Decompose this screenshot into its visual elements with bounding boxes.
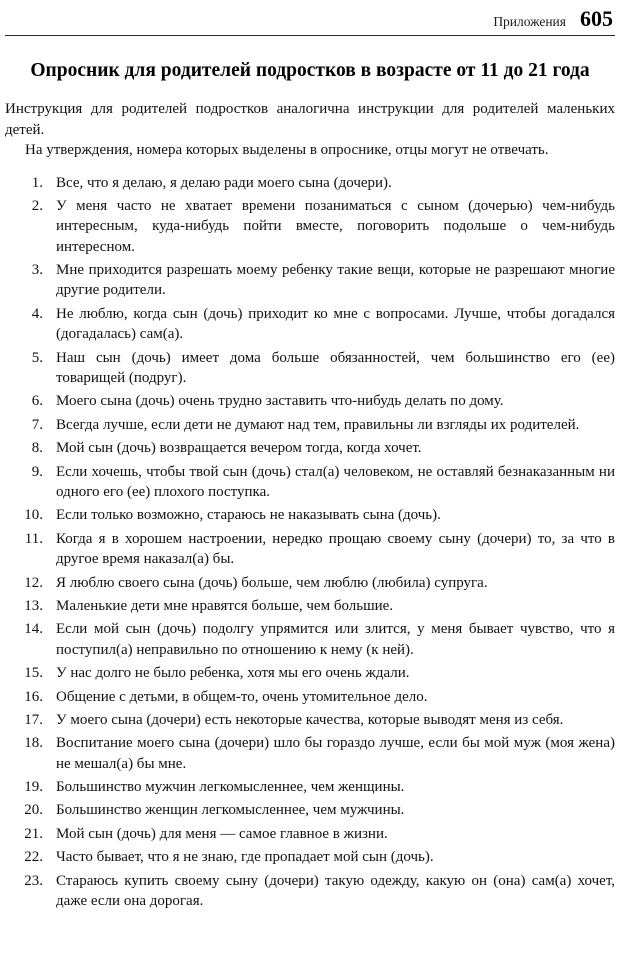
list-item — [5, 529, 615, 570]
list-item — [5, 824, 615, 844]
list-item — [5, 871, 615, 912]
list-item-number: 13. — [24, 597, 43, 614]
header-rule — [5, 35, 615, 36]
list-item — [5, 462, 615, 503]
list-item-number: 3. — [31, 262, 43, 279]
list-item-number: 6. — [31, 393, 43, 410]
list-item-number: 5. — [31, 349, 43, 366]
list-item-text: Моего сына (дочь) очень трудно заставить что-нибудь делать по дому. — [56, 393, 504, 410]
list-item-number: 11. — [24, 530, 43, 547]
list-item-number: 7. — [31, 416, 43, 433]
page-number: 605 — [580, 6, 613, 31]
list-item-number: 12. — [24, 574, 43, 591]
list-item — [5, 391, 615, 411]
list-item-number: 17. — [24, 711, 43, 728]
list-item-number: 23. — [24, 872, 43, 889]
list-item — [5, 800, 615, 820]
list-item — [5, 438, 615, 458]
list-item-number: 8. — [31, 440, 43, 457]
list-item-number: 21. — [24, 825, 43, 842]
list-item-number: 14. — [24, 621, 43, 638]
list-item — [5, 687, 615, 707]
page-title: Опросник для родителей подростков в возрасте от 11 до 21 года — [30, 60, 590, 81]
list-item-text: Наш сын (дочь) имеет дома больше обязанностей, чем большинство его (ее) товарищей (подруг). — [56, 349, 615, 387]
list-item-text: У моего сына (дочери) есть некоторые качества, которые выводят меня из себя. — [56, 711, 564, 728]
list-item — [5, 847, 615, 867]
list-item-text: Маленькие дети мне нравятся больше, чем большие. — [56, 597, 394, 614]
list-item — [5, 304, 615, 345]
list-item-text: Не люблю, когда сын (дочь) приходит ко мне с вопросами. Лучше, чтобы догадался (догадалась) сам(а). — [56, 305, 615, 343]
list-item-text: Общение с детьми, в общем-то, очень утомительное дело. — [56, 688, 428, 705]
list-item — [5, 733, 615, 774]
intro-paragraphs — [5, 99, 615, 160]
list-item-number: 18. — [24, 735, 43, 752]
list-item — [5, 505, 615, 525]
list-item-text: Часто бывает, что я не знаю, где пропадает мой сын (дочь). — [56, 849, 434, 866]
list-item-number: 1. — [31, 174, 43, 191]
intro-paragraph: На утверждения, номера которых выделены в опроснике, отцы могут не отвечать. — [25, 142, 549, 159]
list-item — [5, 777, 615, 797]
list-item-number: 22. — [24, 849, 43, 866]
section-label: Приложения — [493, 14, 566, 29]
list-item — [5, 348, 615, 389]
list-item-number: 9. — [31, 463, 43, 480]
list-item — [5, 596, 615, 616]
list-item-number: 15. — [24, 665, 43, 682]
list-item-text: Воспитание моего сына (дочери) шло бы гораздо лучше, если бы мой муж (моя жена) не мешал(а) бы мне. — [56, 735, 615, 772]
list-item-number: 20. — [24, 802, 43, 819]
list-item-number: 16. — [24, 688, 43, 705]
list-item — [5, 710, 615, 730]
list-item-text: Все, что я делаю, я делаю ради моего сына (дочери). — [56, 174, 392, 191]
list-item — [5, 415, 615, 435]
intro-paragraph: Инструкция для родителей подростков аналогична инструкции для родителей маленьких детей. — [5, 101, 615, 138]
list-item-text: Мой сын (дочь) возвращается вечером тогда, когда хочет. — [56, 440, 422, 457]
list-item-text: У нас долго не было ребенка, хотя мы его очень ждали. — [56, 665, 410, 682]
list-item-text: Если хочешь, чтобы твой сын (дочь) стал(а) человеком, не оставляй безнаказанным ни одного его (ее) плохого поступка. — [56, 463, 615, 500]
questionnaire-list — [5, 173, 615, 912]
list-item-text: Мой сын (дочь) для меня — самое главное в жизни. — [56, 825, 388, 842]
list-item — [5, 663, 615, 683]
list-item-text: Я люблю своего сына (дочь) больше, чем люблю (любила) супруга. — [56, 574, 488, 591]
list-item — [5, 173, 615, 193]
list-item-number: 4. — [31, 305, 43, 322]
list-item-text: Если только возможно, стараюсь не наказывать сына (дочь). — [56, 507, 441, 524]
list-item-text: У меня часто не хватает времени позаниматься с сыном (дочерью) чем-нибудь интересным, куда-нибудь пойти вместе, поговорить подольше о чем-нибудь интересном. — [56, 197, 615, 255]
list-item — [5, 260, 615, 301]
list-item-text: Стараюсь купить своему сыну (дочери) такую одежду, какую он (она) сам(а) хочет, даже если она дорогая. — [56, 872, 615, 910]
list-item-text: Мне приходится разрешать моему ребенку такие вещи, которые не разрешают многие другие родители. — [56, 262, 615, 299]
running-head — [5, 6, 615, 32]
list-item — [5, 619, 615, 660]
list-item-text: Если мой сын (дочь) подолгу упрямится или злится, у меня бывает чувство, что я поступил(а) неправильно по отношению к нему (к ней). — [56, 621, 615, 658]
list-item-text: Большинство мужчин легкомысленнее, чем женщины. — [56, 779, 405, 796]
list-item-number: 10. — [24, 507, 43, 524]
list-item-text: Когда я в хорошем настроении, нередко прощаю своему сыну (дочери) то, за что в другое время наказал(а) бы. — [56, 530, 615, 568]
list-item-text: Большинство женщин легкомысленнее, чем мужчины. — [56, 802, 405, 819]
list-item — [5, 573, 615, 593]
list-item-number: 2. — [31, 197, 43, 214]
list-item — [5, 196, 615, 257]
list-item-text: Всегда лучше, если дети не думают над тем, правильны ли взгляды их родителей. — [56, 416, 580, 433]
list-item-number: 19. — [24, 779, 43, 796]
